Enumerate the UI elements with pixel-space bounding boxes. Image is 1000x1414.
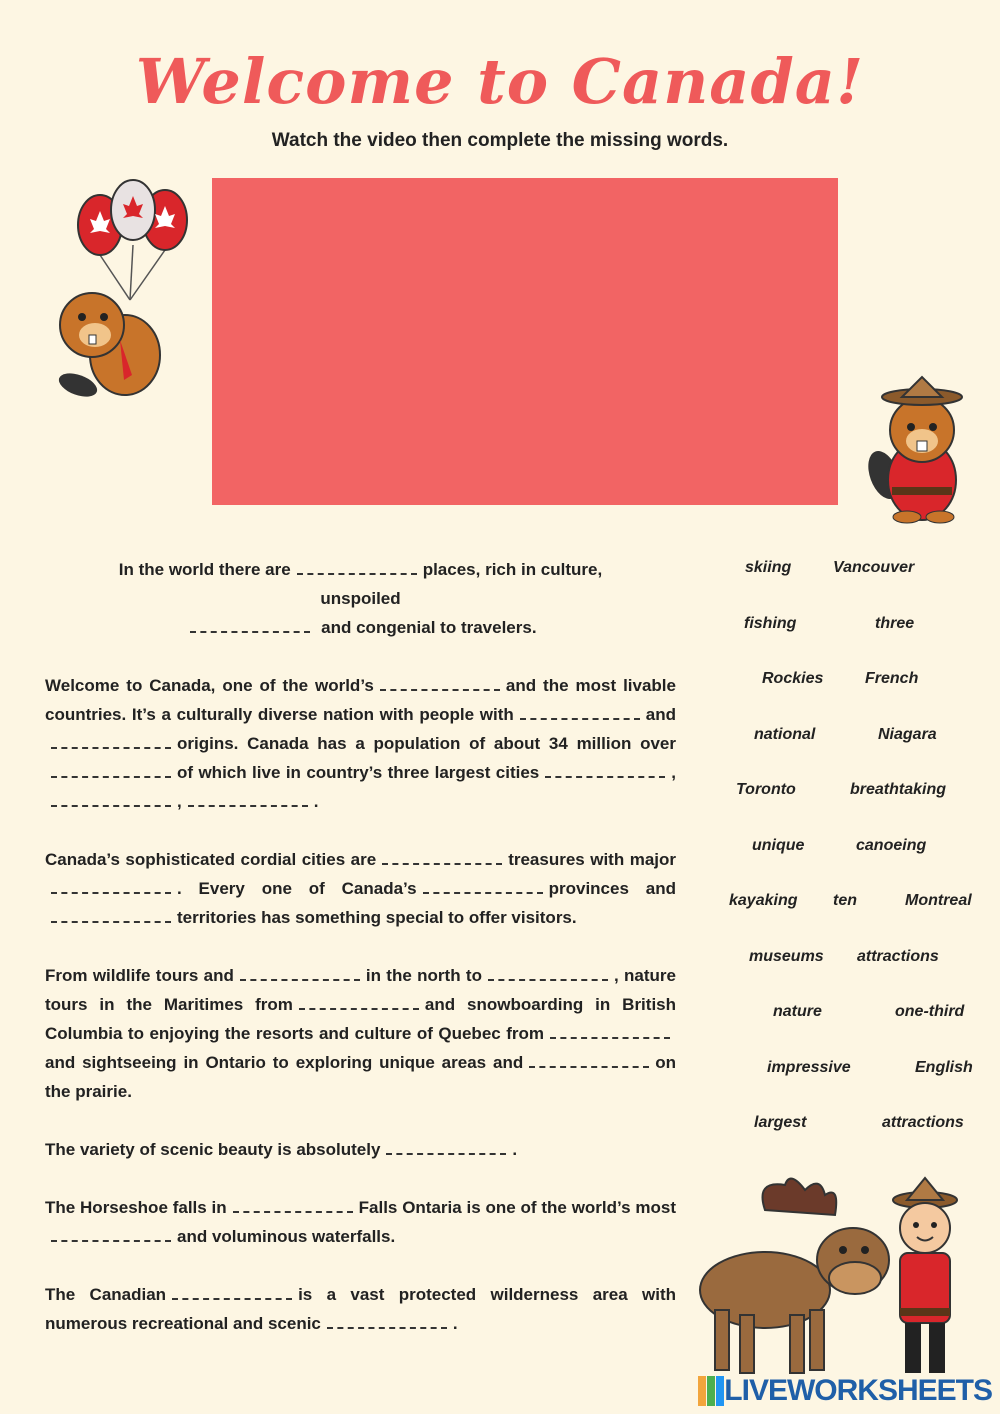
blank-input[interactable]: [51, 878, 171, 894]
word-bank-item[interactable]: attractions: [857, 947, 939, 965]
word-bank-item[interactable]: French: [865, 670, 919, 687]
word-bank-item[interactable]: impressive: [767, 1058, 851, 1076]
paragraph-4: From wildlife tours and in the north to , nature tours in the Maritimes from and snowboarding in British Columbia to enjoying the resorts and culture of Quebec fromand sightseeing in Ontario to exploring unique areas and on the prairie.: [45, 966, 677, 1101]
blank-input[interactable]: [545, 762, 665, 778]
paragraph-1: In the world there are places, rich in culture, unspoiled and congenial to travelers.: [118, 560, 603, 637]
blank-input[interactable]: [233, 1197, 353, 1213]
word-bank-item[interactable]: nature: [773, 1003, 822, 1020]
instructions: Watch the video then complete the missing words.: [271, 130, 729, 151]
blank-input[interactable]: [51, 762, 171, 778]
blank-input[interactable]: [488, 965, 608, 981]
paragraph-3: Canada’s sophisticated cordial cities are treasures with major . Every one of Canada’s provinces and territories has something special to offer visitors.: [45, 850, 676, 927]
blank-input[interactable]: [51, 907, 171, 923]
word-bank: [720, 555, 973, 1166]
liveworksheets-logo: LIVEWORKSHEETS: [698, 1374, 992, 1408]
word-bank-item[interactable]: breathtaking: [850, 781, 947, 798]
word-bank-item[interactable]: largest: [754, 1114, 807, 1131]
page-title: Welcome to Canada!: [135, 45, 865, 118]
blank-input[interactable]: [51, 733, 171, 749]
word-bank-item[interactable]: ten: [833, 892, 857, 909]
fill-in-text: [45, 555, 676, 1367]
blank-input[interactable]: [240, 965, 360, 981]
paragraph-5: The variety of scenic beauty is absolutely .: [45, 1140, 518, 1159]
word-bank-item[interactable]: museums: [749, 947, 824, 965]
blank-input[interactable]: [520, 704, 640, 720]
video-player[interactable]: [212, 178, 838, 505]
paragraph-6: The Horseshoe falls in Falls Ontaria is one of the world’s most and voluminous waterfalls.: [45, 1198, 676, 1246]
paragraph-7: The Canadian is a vast protected wilderness area with numerous recreational and scenic .: [45, 1285, 677, 1333]
mountie-beaver-illustration: [862, 375, 980, 525]
blank-input[interactable]: [51, 1226, 171, 1242]
blank-input[interactable]: [190, 617, 310, 633]
blank-input[interactable]: [423, 878, 543, 894]
blank-input[interactable]: [550, 1023, 670, 1039]
blank-input[interactable]: [51, 791, 171, 807]
word-bank-item[interactable]: English: [915, 1058, 973, 1076]
blank-input[interactable]: [299, 994, 419, 1010]
blank-input[interactable]: [297, 559, 417, 575]
paragraph-2: Welcome to Canada, one of the world’s and the most livable countries. It’s a culturally diverse nation with people with and origins. Canada has a population of about 34 million over of which live in country’s three largest cities , , .: [45, 676, 676, 811]
beaver-balloons-illustration: [40, 175, 200, 415]
word-bank-item[interactable]: Vancouver: [833, 559, 915, 576]
blank-input[interactable]: [327, 1313, 447, 1329]
blank-input[interactable]: [380, 675, 500, 691]
word-bank-item[interactable]: three: [875, 614, 915, 632]
word-bank-item[interactable]: national: [754, 725, 816, 743]
word-bank-item[interactable]: canoeing: [856, 836, 927, 854]
moose-mountie-illustration: [695, 1170, 985, 1385]
word-bank-item[interactable]: one-third: [895, 1003, 965, 1020]
logo-badge-icon: [698, 1376, 724, 1406]
blank-input[interactable]: [188, 791, 308, 807]
word-bank-item[interactable]: Toronto: [736, 781, 796, 798]
blank-input[interactable]: [386, 1139, 506, 1155]
blank-input[interactable]: [172, 1284, 292, 1300]
word-bank-item[interactable]: Montreal: [905, 892, 972, 909]
word-bank-item[interactable]: kayaking: [729, 892, 798, 909]
word-bank-item[interactable]: fishing: [744, 614, 797, 632]
blank-input[interactable]: [529, 1052, 649, 1068]
word-bank-item[interactable]: skiing: [745, 559, 792, 576]
word-bank-item[interactable]: attractions: [882, 1114, 964, 1131]
blank-input[interactable]: [382, 849, 502, 865]
word-bank-item[interactable]: unique: [752, 836, 805, 854]
word-bank-item[interactable]: Niagara: [878, 725, 937, 743]
word-bank-item[interactable]: Rockies: [762, 670, 824, 687]
